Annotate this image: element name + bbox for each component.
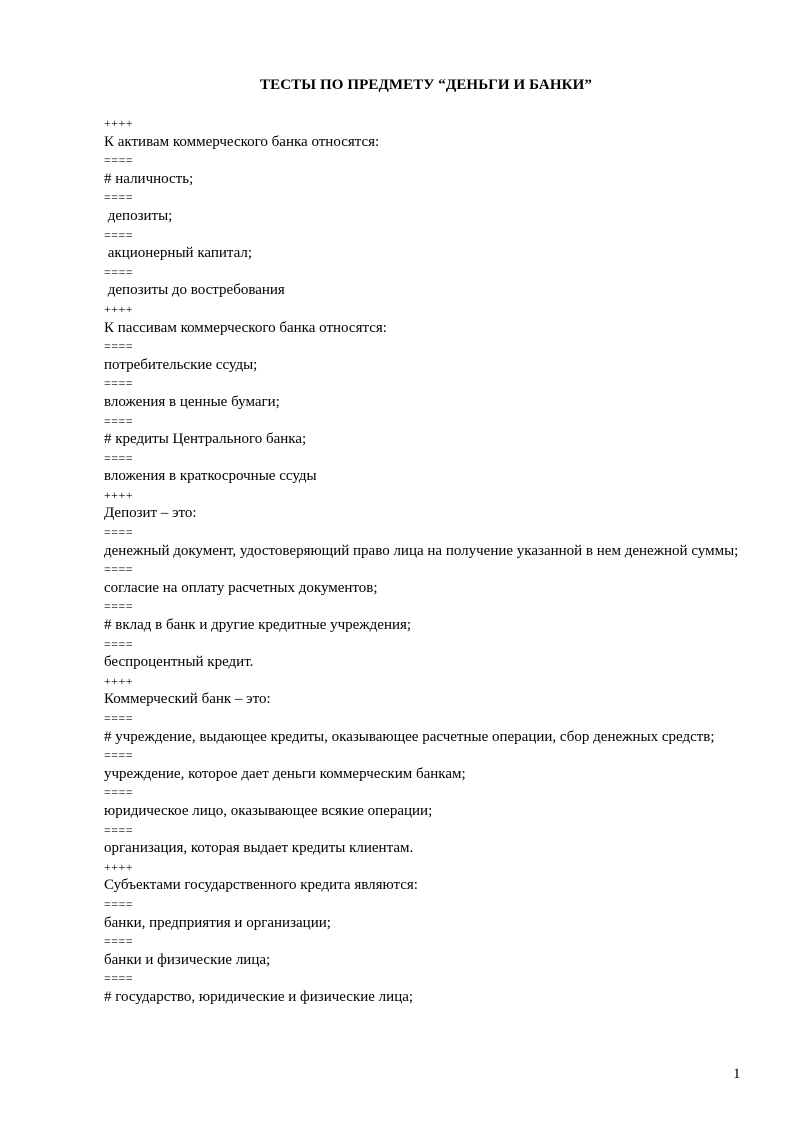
text-line: банки, предприятия и организации;: [104, 914, 331, 931]
page-number: 1: [733, 1066, 741, 1082]
separator-line: ====: [104, 376, 134, 391]
text-line: потребительские ссуды;: [104, 356, 258, 373]
separator-line: ====: [104, 190, 134, 205]
separator-line: ====: [104, 450, 134, 465]
separator-line: ====: [104, 785, 134, 800]
separator-line: ====: [104, 971, 134, 986]
separator-line: ====: [104, 934, 134, 949]
separator-line: ++++: [104, 673, 134, 688]
separator-line: ====: [104, 636, 134, 651]
page-title: ТЕСТЫ ПО ПРЕДМЕТУ “ДЕНЬГИ И БАНКИ”: [260, 77, 592, 93]
text-line: # вклад в банк и другие кредитные учреждения;: [104, 617, 412, 634]
separator-line: ====: [104, 413, 134, 428]
text-line: депозиты;: [104, 207, 173, 224]
text-line: Коммерческий банк – это:: [104, 691, 271, 708]
separator-line: ====: [104, 339, 134, 354]
text-line: # наличность;: [104, 170, 194, 187]
text-line: депозиты до востребования: [104, 282, 285, 299]
separator-line: ====: [104, 562, 134, 577]
separator-line: ====: [104, 227, 134, 242]
text-line: учреждение, которое дает деньги коммерческим банкам;: [104, 765, 466, 782]
text-line: банки и физические лица;: [104, 951, 271, 968]
separator-line: ====: [104, 896, 134, 911]
separator-line: ====: [104, 822, 134, 837]
separator-line: ====: [104, 264, 134, 279]
text-line: К активам коммерческого банка относятся:: [104, 133, 380, 150]
text-line: Депозит – это:: [104, 505, 197, 522]
separator-line: ====: [104, 748, 134, 763]
separator-line: ++++: [104, 301, 134, 316]
text-line: К пассивам коммерческого банка относятся:: [104, 319, 387, 336]
text-line: вложения в ценные бумаги;: [104, 393, 280, 410]
separator-line: ====: [104, 711, 134, 725]
text-line: # учреждение, выдающее кредиты, оказывающее расчетные операции, сбор денежных средств;: [104, 728, 715, 745]
text-line: вложения в краткосрочные ссуды: [104, 468, 317, 485]
separator-line: ====: [104, 599, 134, 614]
text-line: Субъектами государственного кредита являются:: [104, 877, 418, 894]
separator-line: ====: [104, 153, 134, 168]
text-line: акционерный капитал;: [104, 245, 253, 262]
text-line: # кредиты Центрального банка;: [104, 431, 307, 448]
separator-line: ++++: [104, 116, 134, 130]
text-line: согласие на оплату расчетных документов;: [104, 579, 378, 596]
text-line: # государство, юридические и физические лица;: [104, 988, 414, 1005]
separator-line: ++++: [104, 487, 134, 502]
separator-line: ====: [104, 525, 134, 540]
separator-line: ++++: [104, 859, 134, 874]
text-line: юридическое лицо, оказывающее всякие операции;: [104, 802, 433, 819]
test-content: [104, 114, 744, 1007]
text-line: беспроцентный кредит.: [104, 654, 254, 671]
text-line: денежный документ, удостоверяющий право лица на получение указанной в нем денежной суммы;: [104, 542, 739, 559]
text-line: организация, которая выдает кредиты клиентам.: [104, 840, 414, 857]
